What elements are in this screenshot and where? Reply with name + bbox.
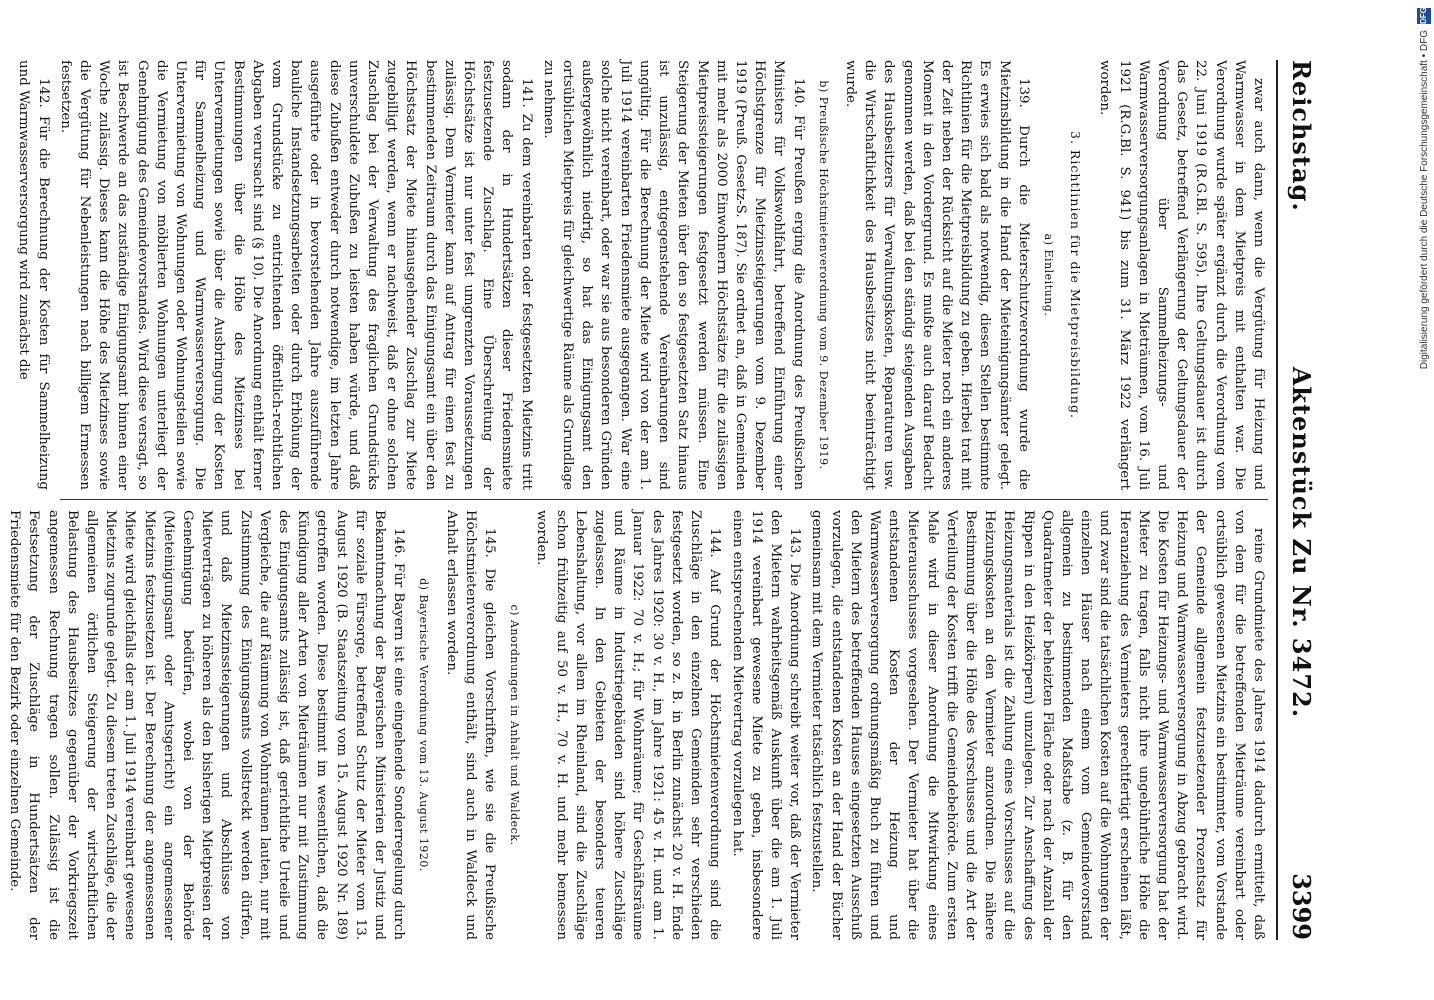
paragraph-144: 144. Auf Grund der Höchstmietenverordnung sind die Zuschläge in den einzelnen Gemeinden sehr verschieden festgesetzt worden, so z. B. in Berlin zunächst 20 v. H. Ende des Jahres 1920: 30 v. H., im Jahre 1921: 45 v. H. und am 1. Januar 1922: 70 v. H.; für Wohnräume; für Geschäftsräume und Räume in Industriegebäuden sind höhere Zuschläge zugelassen. In den Gebieten der besonders teueren Lebenshaltung, vor allem im Rheinland, sind die Zuschläge schon frühzeitig auf 50 v. H., 70 v. H. und mehr bemessen worden. bbox=[534, 510, 723, 940]
left-column bbox=[16, 60, 1268, 490]
column-divider bbox=[60, 499, 1268, 500]
header-rule bbox=[1276, 60, 1278, 940]
header-title: Aktenstück Zu Nr. 3472. bbox=[1287, 366, 1317, 719]
paragraph-continuation: reine Grundmiete des Jahres 1914 dadurch ermittelt, daß von dem für die betreffenden Mieträume vereinbart oder ortsüblich gewesenen Mietzins ein bestimmter, vom Vorstande der Gemeinde allgemein festzusetzender Prozentsatz für Heizung und Warmwasserversorgung in Abzug gebracht wird. Die Kosten für Heizungs- und Warmwasserversorgung hat der Mieter zu tragen, falls nicht ihre ungebührliche Höhe die Heranziehung des Vermieters gerechtfertigt erscheinen läßt, und zwar sind die tatsächlichen Kosten auf die Wohnungen der einzelnen Häuser nach einem vom Gemeindevorstand allgemein zu bestimmenden Maßstabe (z. B. für den Quadratmeter der beheizten Fläche oder nach der Anzahl der Rippen in den Heizkörpern) umzulegen. Zur Anschaffung des Heizungsmaterials ist die Zahlung eines Vorschusses auf die Heizungskosten an den Vermieter anzuordnen. Die nähere Bestimmung über die Höhe des Vorschusses und die Art der Verteilung der Kosten trifft die Gemeindebehörde. Zum ersten Male wird in dieser Anordnung die Mitwirkung eines Mieterausschusses vorgesehen. Der Vermieter hat über die entstandenen Kosten der Heizung und Warmwasserversorgung ordnungsmäßig Buch zu führen und den Mietern des betreffenden Hauses eingesetzten Ausschuß vorzulegen, die entstandenen Kosten an der Hand der Bücher gemeinsam mit dem Vermieter tatsächlich festzustellen. bbox=[809, 510, 1266, 940]
dfg-logo-icon: DFG bbox=[1417, 8, 1431, 24]
page-header bbox=[1282, 60, 1322, 940]
subsection-heading: b) Preußische Höchstmietenverordnung vom 9. Dezember 1919. bbox=[816, 80, 830, 470]
scanned-page bbox=[7, 40, 1330, 960]
paragraph-continuation: zwar auch dann, wenn die Vergütung für Heizung und Warmwasser in dem Mietpreis mit enthalten war. Die Verordnung wurde später ergänzt durch die Verordnung vom 22. Juni 1919 (R.G.Bl. S. 595). Ihre Geltungsdauer ist durch das Gesetz, betreffend Verlängerung der Geltungsdauer der Verordnung über Sammelheizungs- und Warmwasserversorgungsanlagen in Mieträumen, vom 16. Juli 1921 (R.G.Bl. S. 941) bis zum 31. März 1922 verlängert worden. bbox=[1097, 60, 1266, 490]
document-sheet bbox=[7, 40, 1330, 960]
subsection-heading: c) Anordnungen in Anhalt und Waldeck. bbox=[508, 604, 522, 846]
paragraph-139: 139. Durch die Mieterschutzverordnung wurde die Mietzinsbildung in die Hand der Mieteinigungsämter gelegt. Es erwies sich bald als notwendig, diesen Stellen bestimmte Richtlinien für die Mietpreisbildung zu geben. Hierbei trat mit der Zeit neben der Rücksicht auf die Mieter noch ein anderes Moment in den Vordergrund. Es mußte auch darauf Bedacht genommen werden, daß bei den ständig steigenden Ausgaben des Hausbesitzers für Verwaltungskosten, Reparaturen usw. die Wirtschaftlichkeit des Hausbesitzes nicht beeinträchtigt wurde. bbox=[842, 60, 1031, 490]
section-heading: 3. Richtlinien für die Mietpreisbildung. bbox=[1068, 131, 1084, 419]
subsection-heading: d) Bayerische Verordnung vom 13. August 1920. bbox=[417, 578, 431, 872]
paragraph-142: 142. Für die Berechnung der Kosten für Sammelheizung und Warmwasserversorgung wird zunächst die bbox=[16, 60, 51, 490]
page-number: 3399 bbox=[1287, 873, 1317, 940]
paragraph-145: 145. Die gleichen Vorschriften, wie sie die Preußische Höchstmietenverordnung enthält, sind auch in Waldeck und Anhalt erlassen worden. bbox=[443, 510, 498, 940]
paragraph-141: 141. Zu dem vereinbarten oder festgesetzten Mietzins tritt sodann der in Hundertsätzen dieser Friedensmiete festzusetzende Zuschlag. Eine Überschreitung der Höchstsätze ist nur unter fest umgrenzten Voraussetzungen zulässig. Dem Vermieter kann auf Antrag für einen fest zu bestimmenden Zeitraum durch das Einigungsamt ein über den Höchstsatz der Miete hinausgehender Zuschlag zur Miete zugebilligt werden, wenn er nachweist, daß er ohne solchen Zuschlag bei der Verwaltung des fraglichen Grundstücks unverschuldete Zubußen zu leisten haben würde, und daß diese Zubußen entweder durch notwendige, im letzten Jahre ausgeführte oder in bevorstehenden Jahre auszuführende bauliche Instandsetzungsarbeiten oder durch Erhöhung der vom Grundstücke zu entrichtenden öffentlich-rechtlichen Abgaben verursacht sind (§ 10). Die Anordnung enthält ferner Bestimmungen über die Höhe des Mietzinses bei Untervermietungen sowie über die Ausbringung der Kosten für Sammelheizung und Warmwasserversorgung. Die Untervermietung von Wohnungen oder Wohnungsteilen sowie die Vermietung von möblierten Wohnungen unterliegt der Genehmigung des Gemeindevorstandes. Wird diese versagt, so ist Beschwerde an das zuständige Einigungsamt binnen einer Woche zulässig. Dieses kann die Höhe des Mietzinses sowie die Vergütung für Nebenleistungen nach billigem Ermessen festsetzen. bbox=[57, 60, 534, 490]
right-column bbox=[7, 510, 1268, 940]
paragraph-140: 140. Für Preußen erging die Anordnung des Preußischen Ministers für Volkswohlfahrt, betreffend Einführung einer Höchstgrenze für Mietzinssteigerungen vom 9. Dezember 1919 (Preuß. Gesetz-S. 187). Sie ordnet an, daß in Gemeinden mit mehr als 2000 Einwohnern Höchstsätze für die zulässigen Mietpreissteigerungen festgesetzt werden müssen. Eine Steigerung der Mieten über den so festgesetzten Satz hinaus ist unzulässig, entgegenstehende Vereinbarungen sind ungültig. Für die Berechnung der Miete wird von der am 1. Juli 1914 vereinbarten Friedensmiete ausgegangen. War eine solche nicht vereinbart, oder war sie aus besonderen Gründen außergewöhnlich niedrig, so hat das Einigungsamt den ortsüblichen Mietpreis für gleichwertige Räume als Grundlage zu nehmen. bbox=[540, 60, 806, 490]
subsection-heading: a) Einleitung. bbox=[1041, 233, 1055, 317]
dfg-credit-strip bbox=[1412, 0, 1434, 1000]
header-left: Reichstag. bbox=[1287, 60, 1317, 212]
paragraph-146: 146. Für Bayern ist eine eingehende Sonderregelung durch Bekanntmachung der Bayerischen Ministerien der Justiz und für soziale Fürsorge, betreffend Schutz der Mieter vom 13. August 1920 (B. Staatszeitung vom 15. August 1920 Nr. 189) getroffen worden. Diese bestimmt im wesentlichen, daß die Kündigung aller Arten von Mieträumen nur mit Zustimmung des Einigungsamts zulässig ist, daß gerichtliche Urteile und Vergleiche, die auf Räumung von Wohnräumen lauten, nur mit Zustimmung des Einigungsamts vollstreckt werden dürfen, und daß Mietzinssteigerungen und Abschlüsse von Mietverträgen zu höheren als den bisherigen Mietpreisen der Genehmigung bedürfen, wobei von der Behörde (Mieteinigungsamt oder Amtsgericht) ein angemessener Mietzins festzusetzen ist. Der Berechnung der angemessenen Miete wird gleichfalls der am 1. Juli 1914 vereinbart gewesene Mietzins zugrunde gelegt. Zu diesem treten Zuschläge, die der allgemeinen örtlichen Steigerung der wirtschaftlichen Belastung des Hausbesitzes gegenüber der Vorkriegszeit angemessen Rechnung tragen sollen. Zulässig ist die Festsetzung der Zuschläge in Hundertsätzen der Friedensmiete für den Bezirk oder einzelnen Gemeinde. bbox=[7, 510, 407, 940]
paragraph-143: 143. Die Anordnung schreibt weiter vor, daß der Vermieter den Mietern wahrheitsgemäß Auskunft über die am 1. Juli 1914 vereinbart gewesene Miete zu geben, insbesondere einen entsprechenden Mietvertrag vorzulegen hat. bbox=[729, 510, 803, 940]
digitization-credit: Digitalisierung gefördert durch die Deutsche Forschungsgemeinschaft • DFG bbox=[1419, 30, 1430, 370]
